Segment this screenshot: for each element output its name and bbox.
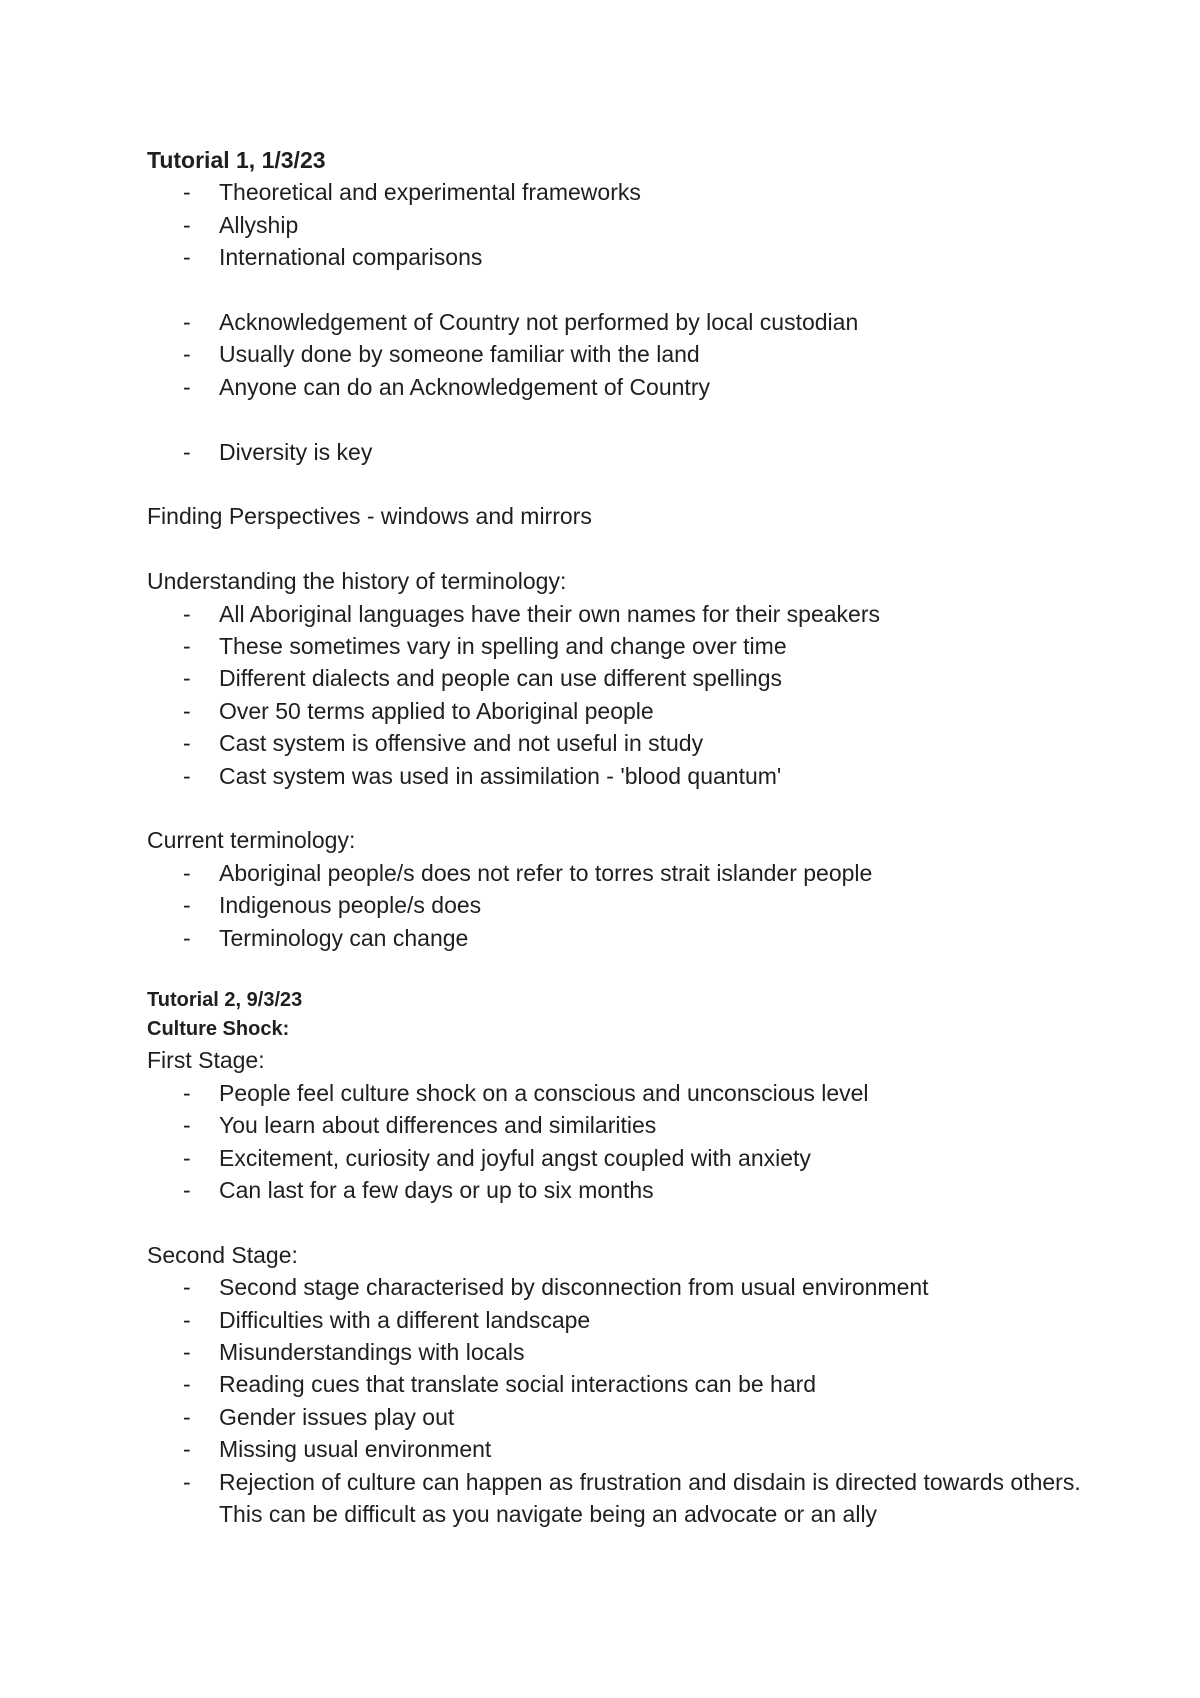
bullet-dash: - <box>183 179 191 206</box>
bullet-dash: - <box>183 1079 191 1106</box>
list-item: - You learn about differences and similarities <box>147 1109 1107 1141</box>
bullet-dash: - <box>183 697 191 724</box>
document-page <box>147 144 1107 1530</box>
list-item: - Theoretical and experimental frameworks <box>147 176 1107 208</box>
bullet-dash: - <box>183 1177 191 1204</box>
bullet-dash: - <box>183 600 191 627</box>
bullet-dash: - <box>183 924 191 951</box>
list-item: - Difficulties with a different landscape <box>147 1304 1107 1336</box>
list-item: - Cast system was used in assimilation - 'blood quantum' <box>147 760 1107 792</box>
spacer <box>147 468 1107 500</box>
current-terminology-heading: Current terminology: <box>147 827 356 854</box>
spacer <box>147 274 1107 306</box>
list-item: - These sometimes vary in spelling and change over time <box>147 630 1107 662</box>
list-item: - Terminology can change <box>147 922 1107 954</box>
bullet-dash: - <box>183 244 191 271</box>
bullet-dash: - <box>183 632 191 659</box>
bullet-dash: - <box>183 438 191 465</box>
terminology-history-list <box>147 598 1107 792</box>
bullet-dash: - <box>183 859 191 886</box>
bullet-dash: - <box>183 730 191 757</box>
tutorial-1-list-b <box>147 306 1107 403</box>
bullet-dash: - <box>183 1436 191 1463</box>
list-item: - Rejection of culture can happen as frustration and disdain is directed towards others. This can be difficult as you navigate being an advocate or an ally <box>147 1466 1119 1531</box>
spacer <box>147 792 1107 824</box>
bullet-dash: - <box>183 341 191 368</box>
bullet-dash: - <box>183 665 191 692</box>
finding-perspectives-line: Finding Perspectives - windows and mirrors <box>147 503 592 530</box>
list-item: - Cast system is offensive and not useful in study <box>147 727 1107 759</box>
bullet-dash: - <box>183 373 191 400</box>
list-item: - Usually done by someone familiar with the land <box>147 338 1107 370</box>
bullet-dash: - <box>183 211 191 238</box>
list-item: - Allyship <box>147 209 1107 241</box>
bullet-dash: - <box>183 1144 191 1171</box>
tutorial-1-list-c <box>147 436 1107 468</box>
tutorial-1-list-a <box>147 176 1107 273</box>
list-item: - Reading cues that translate social interactions can be hard <box>147 1368 1107 1400</box>
bullet-dash: - <box>183 1306 191 1333</box>
list-item: - People feel culture shock on a conscious and unconscious level <box>147 1077 1107 1109</box>
bullet-dash: - <box>183 1403 191 1430</box>
first-stage-list <box>147 1077 1107 1207</box>
list-item: - Diversity is key <box>147 436 1107 468</box>
first-stage-heading: First Stage: <box>147 1047 265 1074</box>
terminology-history-heading: Understanding the history of terminology: <box>147 568 567 595</box>
bullet-dash: - <box>183 1274 191 1301</box>
spacer <box>147 403 1107 435</box>
list-item: - Gender issues play out <box>147 1401 1107 1433</box>
spacer <box>147 1206 1107 1238</box>
bullet-dash: - <box>183 309 191 335</box>
list-item: - Can last for a few days or up to six months <box>147 1174 1107 1206</box>
bullet-dash: - <box>183 1371 191 1398</box>
bullet-dash: - <box>183 1468 191 1495</box>
list-item: - Misunderstandings with locals <box>147 1336 1107 1368</box>
tutorial-1-title: Tutorial 1, 1/3/23 <box>147 147 326 173</box>
bullet-dash: - <box>183 1112 191 1139</box>
list-item: - Different dialects and people can use different spellings <box>147 662 1107 694</box>
list-item: - International comparisons <box>147 241 1107 273</box>
spacer <box>147 533 1107 565</box>
list-item: - Missing usual environment <box>147 1433 1107 1465</box>
bullet-dash: - <box>183 762 191 789</box>
list-item: - Second stage characterised by disconnection from usual environment <box>147 1271 1107 1303</box>
list-item: - Indigenous people/s does <box>147 889 1107 921</box>
culture-shock-heading: Culture Shock: <box>147 1018 290 1041</box>
list-item: - Over 50 terms applied to Aboriginal people <box>147 695 1107 727</box>
list-item: - Excitement, curiosity and joyful angst coupled with anxiety <box>147 1142 1107 1174</box>
bullet-dash: - <box>183 1339 191 1366</box>
second-stage-list <box>147 1271 1107 1530</box>
list-item: - Acknowledgement of Country not performed by local custodian <box>147 306 1107 338</box>
list-item: - All Aboriginal languages have their own names for their speakers <box>147 598 1107 630</box>
current-terminology-list <box>147 857 1107 954</box>
list-item: - Aboriginal people/s does not refer to torres strait islander people <box>147 857 1107 889</box>
spacer <box>147 954 1107 986</box>
tutorial-2-title: Tutorial 2, 9/3/23 <box>147 989 303 1012</box>
second-stage-heading: Second Stage: <box>147 1241 298 1268</box>
list-item: - Anyone can do an Acknowledgement of Country <box>147 371 1107 403</box>
bullet-dash: - <box>183 892 191 919</box>
